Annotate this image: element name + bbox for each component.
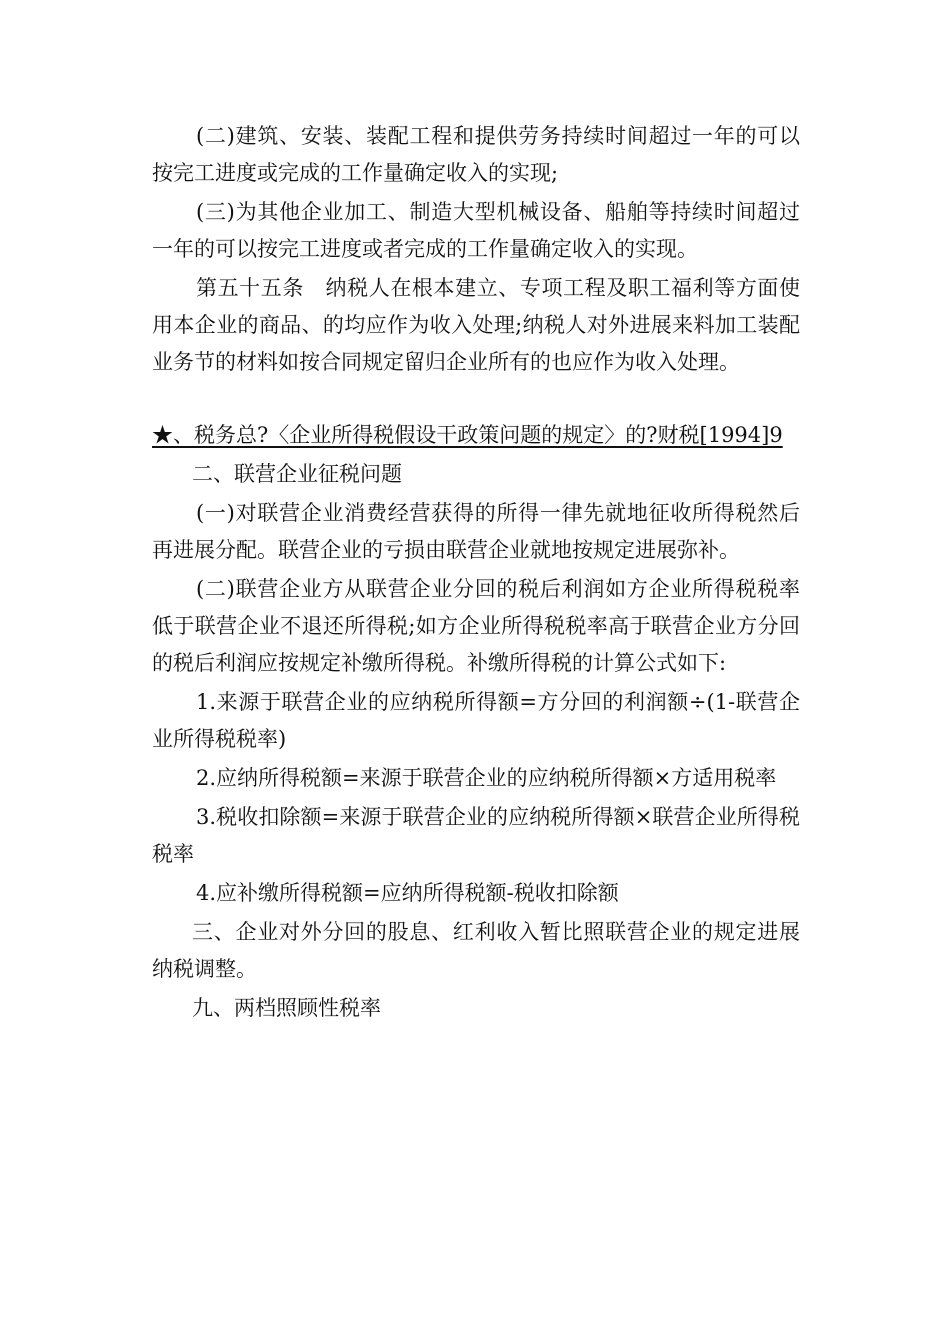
formula-4: 4.应补缴所得税额=应纳所得税额-税收扣除额: [196, 881, 619, 905]
section-heading: ★、税务总?〈企业所得税假设干政策问题的规定〉的?财税[1994]9: [152, 423, 783, 447]
paragraph-article-55: 第五十五条 纳税人在根本建立、专项工程及职工福利等方面使用本企业的商品、的均应作为收入处理;纳税人对外进展来料加工装配业务节的材料如按合同规定留归企业所有的也应作为收入处理。: [152, 276, 800, 374]
paragraph-manufacturing-income: (三)为其他企业加工、制造大型机械设备、船舶等持续时间超过一年的可以按完工进度或者完成的工作量确定收入的实现。: [152, 200, 800, 261]
paragraph-joint-venture-title: 二、联营企业征税问题: [192, 462, 402, 486]
paragraph-joint-venture-1: (一)对联营企业消费经营获得的所得一律先就地征收所得税然后再进展分配。联营企业的亏损由联营企业就地按规定进展弥补。: [152, 501, 800, 562]
paragraph-construction-income: (二)建筑、安装、装配工程和提供劳务持续时间超过一年的可以按完工进度或完成的工作量确定收入的实现;: [152, 124, 800, 185]
formula-2: 2.应纳所得税额=来源于联营企业的应纳税所得额×方适用税率: [196, 766, 777, 790]
section-gap: [152, 381, 800, 417]
formula-3: 3.税收扣除额=来源于联营企业的应纳税所得额×联营企业所得税税率: [152, 805, 800, 866]
paragraph-dividends: 三、企业对外分回的股息、红利收入暂比照联营企业的规定进展纳税调整。: [152, 920, 800, 981]
formula-1: 1.来源于联营企业的应纳税所得额=方分回的利润额÷(1-联营企业所得税税率): [152, 690, 800, 751]
paragraph-two-tier-rate: 九、两档照顾性税率: [192, 996, 381, 1020]
paragraph-joint-venture-2: (二)联营企业方从联营企业分回的税后利润如方企业所得税税率低于联营企业不退还所得税;如方企业所得税税率高于联营企业方分回的税后利润应按规定补缴所得税。补缴所得税的计算公式如下:: [152, 577, 800, 675]
document-page: [152, 118, 800, 1027]
